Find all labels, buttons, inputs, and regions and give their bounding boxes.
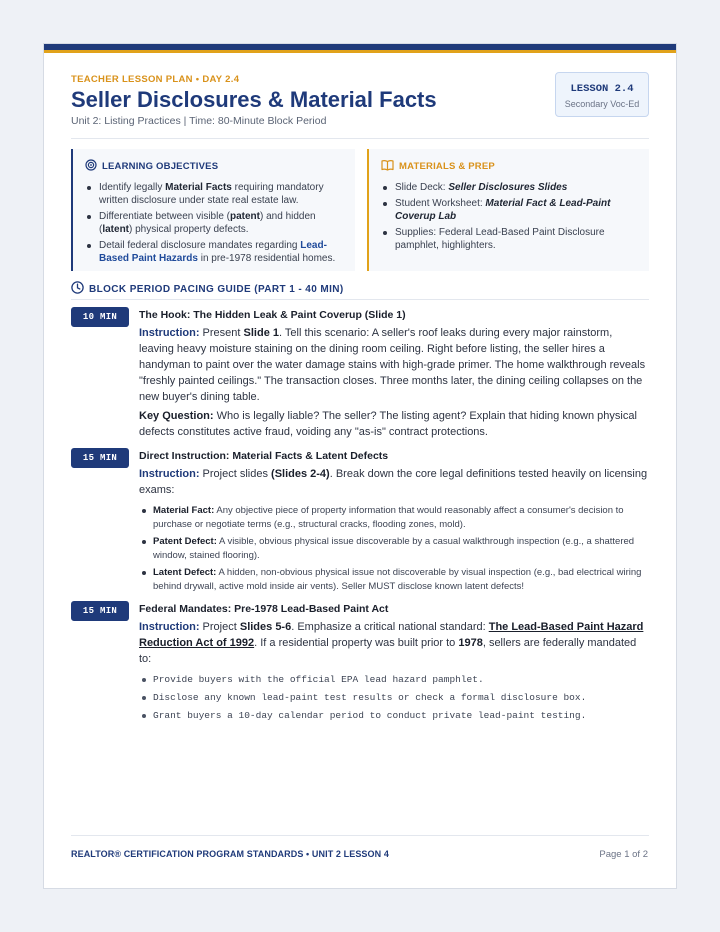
list-item: Material Fact: Any objective piece of property information that would reasonably affect a consumer's decision to purchase or negotiate terms (e.g., structural cracks, flooding zones, mold). xyxy=(141,504,649,532)
materials-list xyxy=(381,181,637,252)
list-item: Differentiate between visible (patent) and hidden (latent) physical property defects. xyxy=(85,210,343,236)
list-item: Provide buyers with the official EPA lead hazard pamphlet. xyxy=(141,671,649,689)
pacing-guide-heading xyxy=(71,281,649,297)
segment-title: Direct Instruction: Material Facts & Latent Defects xyxy=(139,450,389,462)
instruction-text: Instruction: Project slides (Slides 2-4). Break down the core legal definitions tested heavily on licensing exams: xyxy=(139,468,648,496)
list-item: Student Worksheet: Material Fact & Lead-Paint Coverup Lab xyxy=(381,197,637,223)
list-item: Disclose any known lead-paint test results or check a formal disclosure box. xyxy=(141,689,649,707)
segment-body xyxy=(139,448,649,597)
page-title: Seller Disclosures & Material Facts xyxy=(71,87,437,112)
list-item: Supplies: Federal Lead-Based Paint Disclosure pamphlet, highlighters. xyxy=(381,226,637,252)
list-item: Latent Defect: A hidden, non-obvious physical issue not discoverable by visual inspection (e.g., bad electrical wiring behind drywall, active mold inside air vents). Seller MUST disclose known latent defects! xyxy=(141,566,649,594)
pacing-divider xyxy=(71,299,649,300)
lesson-badge xyxy=(555,72,649,117)
lesson-code: LESSON 2.4 xyxy=(570,83,634,95)
clock-icon xyxy=(71,281,84,297)
segment-title: The Hook: The Hidden Leak & Paint Coverup (Slide 1) xyxy=(139,309,406,321)
segment-body xyxy=(139,307,649,440)
instruction-text: Instruction: Present Slide 1. Tell this scenario: A seller's roof leaks during every major rainstorm, leaving heavy moisture staining on the dining room ceiling. Right before listing, the seller hires a handyman to paint over the water damage stains with high-grade primer. The home walkthrough reveals "freshly painted ceilings." The transaction closes. Three months later, the dining ceiling collapses on the new buyer's dining table. xyxy=(139,327,646,403)
list-item: Grant buyers a 10-day calendar period to conduct private lead-paint testing. xyxy=(141,707,649,725)
book-icon xyxy=(381,159,394,174)
page-subtitle: Unit 2: Listing Practices | Time: 80-Minute Block Period xyxy=(71,115,327,127)
eyebrow-label: TEACHER LESSON PLAN • DAY 2.4 xyxy=(71,74,240,85)
header-divider xyxy=(71,138,649,139)
pacing-heading-text: BLOCK PERIOD PACING GUIDE (PART 1 - 40 MIN) xyxy=(89,283,344,295)
target-icon xyxy=(85,159,97,174)
top-accent-stripe xyxy=(44,50,676,53)
objectives-heading-text: LEARNING OBJECTIVES xyxy=(102,161,219,172)
segment-body xyxy=(139,601,649,725)
page-number: Page 1 of 2 xyxy=(599,849,648,860)
time-badge: 15 MIN xyxy=(71,601,129,621)
objectives-heading xyxy=(85,159,343,174)
lesson-plan-page xyxy=(43,43,677,889)
learning-objectives-box xyxy=(71,149,355,271)
time-badge: 10 MIN xyxy=(71,307,129,327)
mandates-list xyxy=(139,671,649,725)
list-item: Detail federal disclosure mandates regarding Lead-Based Paint Hazards in pre-1978 residential homes. xyxy=(85,239,343,265)
time-badge: 15 MIN xyxy=(71,448,129,468)
materials-heading-text: MATERIALS & PREP xyxy=(399,161,495,172)
list-item: Identify legally Material Facts requiring mandatory written disclosure under state real estate law. xyxy=(85,181,343,207)
lesson-level: Secondary Voc-Ed xyxy=(564,99,640,109)
footer-divider xyxy=(71,835,649,836)
segment-title: Federal Mandates: Pre-1978 Lead-Based Paint Act xyxy=(139,603,389,615)
list-item: Patent Defect: A visible, obvious physical issue discoverable by a casual walkthrough inspection (e.g., a shattered window, stained flooring). xyxy=(141,535,649,563)
footer-standards-text: REALTOR® CERTIFICATION PROGRAM STANDARDS • UNIT 2 LESSON 4 xyxy=(71,849,389,859)
materials-heading xyxy=(381,159,637,174)
objectives-list xyxy=(85,181,343,265)
list-item: Slide Deck: Seller Disclosures Slides xyxy=(381,181,637,194)
key-question-text: Key Question: Who is legally liable? The seller? The listing agent? Explain that hiding known physical defects constitutes active fraud, voiding any "as-is" contract protections. xyxy=(139,410,637,438)
instruction-text: Instruction: Project Slides 5-6. Emphasize a critical national standard: The Lead-Based Paint Hazard Reduction Act of 1992. If a residential property was built prior to 1978, sellers are federally mandated to: xyxy=(139,621,644,665)
materials-prep-box xyxy=(367,149,649,271)
definitions-list xyxy=(139,504,649,594)
